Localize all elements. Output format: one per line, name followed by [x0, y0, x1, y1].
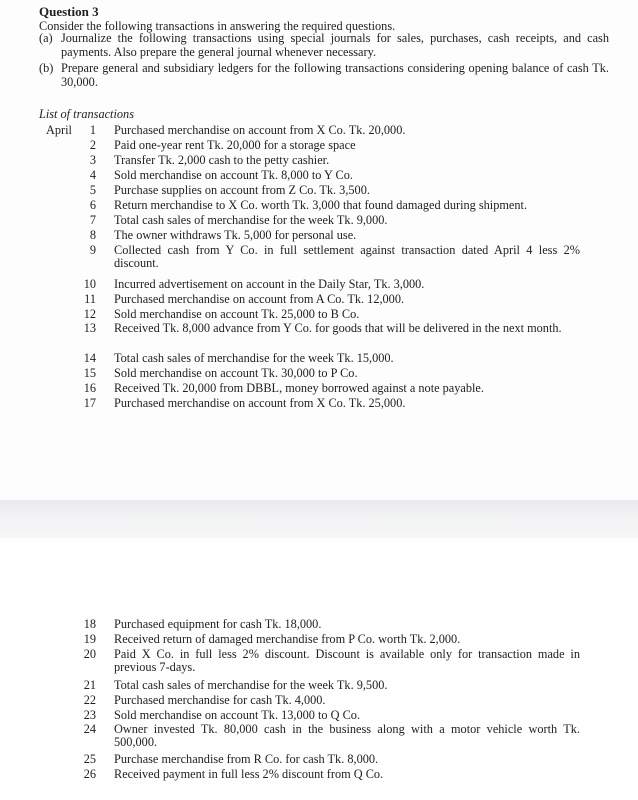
transaction-text: Sold merchandise on account Tk. 25,000 to B Co.: [114, 307, 360, 321]
transaction-text: Purchase merchandise from R Co. for cash Tk. 8,000.: [114, 752, 379, 766]
question-part-a: [39, 32, 609, 59]
transaction-text: Total cash sales of merchandise for the week Tk. 15,000.: [114, 351, 394, 365]
transaction-day: 22: [83, 693, 96, 707]
transactions-month: April: [46, 123, 72, 137]
transactions-title: List of transactions: [39, 107, 134, 121]
transaction-text: Received Tk. 8,000 advance from Y Co. for goods that will be delivered in the next month.: [114, 321, 562, 335]
transaction-text: Sold merchandise on account Tk. 13,000 to Q Co.: [114, 708, 361, 722]
transaction-text: The owner withdraws Tk. 5,000 for personal use.: [114, 228, 357, 242]
transaction-day: 24: [83, 722, 96, 736]
transaction-day: 26: [83, 767, 96, 781]
transaction-day: 7: [89, 213, 96, 227]
transaction-day: 21: [83, 678, 96, 692]
transaction-day: 4: [89, 168, 96, 182]
transaction-text: Purchased merchandise on account from X Co. Tk. 20,000.: [114, 123, 406, 137]
transaction-text: Purchased merchandise on account from X Co. Tk. 25,000.: [114, 396, 406, 410]
transaction-day: 13: [83, 321, 96, 335]
transaction-text: Total cash sales of merchandise for the week Tk. 9,500.: [114, 678, 388, 692]
transaction-day: 19: [83, 632, 96, 646]
transaction-text: Collected cash from Y Co. in full settlement against transaction dated April 4 less 2% discount.: [114, 243, 580, 270]
transaction-day: 12: [83, 307, 96, 321]
transaction-text: Incurred advertisement on account in the Daily Star, Tk. 3,000.: [114, 277, 425, 291]
transaction-text: Received return of damaged merchandise from P Co. worth Tk. 2,000.: [114, 632, 461, 646]
transaction-day: 2: [89, 138, 96, 152]
transaction-text: Sold merchandise on account Tk. 8,000 to Y Co.: [114, 168, 353, 182]
document-page-2: [0, 538, 638, 800]
transaction-text: Paid one-year rent Tk. 20,000 for a storage space: [114, 138, 356, 152]
transaction-day: 25: [83, 752, 96, 766]
transaction-day: 1: [89, 123, 96, 137]
transaction-day: 5: [89, 183, 96, 197]
transaction-day: 18: [83, 617, 96, 631]
part-label: (b): [39, 61, 54, 75]
transaction-text: Return merchandise to X Co. worth Tk. 3,000 that found damaged during shipment.: [114, 198, 528, 212]
part-text: Journalize the following transactions using special journals for sales, purchases, cash receipts, and cash payments. Also prepare the general journal whenever necessary.: [61, 31, 609, 59]
transaction-day: 20: [83, 647, 96, 661]
transaction-day: 14: [83, 351, 96, 365]
question-title: Question 3: [39, 4, 99, 19]
transaction-text: Total cash sales of merchandise for the week Tk. 9,000.: [114, 213, 388, 227]
transaction-day: 9: [89, 243, 96, 257]
transaction-day: 6: [89, 198, 96, 212]
question-intro: Consider the following transactions in answering the required questions.: [39, 19, 396, 33]
transaction-day: 11: [84, 292, 96, 306]
transaction-text: Purchased equipment for cash Tk. 18,000.: [114, 617, 322, 631]
transaction-day: 8: [89, 228, 96, 242]
transaction-day: 16: [83, 381, 96, 395]
transaction-text: Paid X Co. in full less 2% discount. Discount is available only for transaction made in previous 7-days.: [114, 647, 580, 674]
transaction-day: 23: [83, 708, 96, 722]
transaction-text: Sold merchandise on account Tk. 30,000 to P Co.: [114, 366, 358, 380]
transaction-text: Owner invested Tk. 80,000 cash in the business along with a motor vehicle worth Tk. 500,000.: [114, 722, 580, 749]
page-separator: [0, 500, 638, 538]
transaction-day: 10: [83, 277, 96, 291]
transaction-text: Transfer Tk. 2,000 cash to the petty cashier.: [114, 153, 330, 167]
part-text: Prepare general and subsidiary ledgers for the following transactions considering opening balance of cash Tk. 30,000.: [61, 61, 609, 89]
transaction-text: Purchase supplies on account from Z Co. Tk. 3,500.: [114, 183, 370, 197]
transaction-text: Received payment in full less 2% discount from Q Co.: [114, 767, 384, 781]
transaction-text: Purchased merchandise for cash Tk. 4,000.: [114, 693, 326, 707]
part-label: (a): [39, 31, 53, 45]
question-part-b: [39, 62, 609, 89]
transaction-day: 3: [89, 153, 96, 167]
transaction-text: Purchased merchandise on account from A Co. Tk. 12,000.: [114, 292, 405, 306]
transaction-text: Received Tk. 20,000 from DBBL, money borrowed against a note payable.: [114, 381, 484, 395]
transaction-day: 17: [83, 396, 96, 410]
transaction-day: 15: [83, 366, 96, 380]
